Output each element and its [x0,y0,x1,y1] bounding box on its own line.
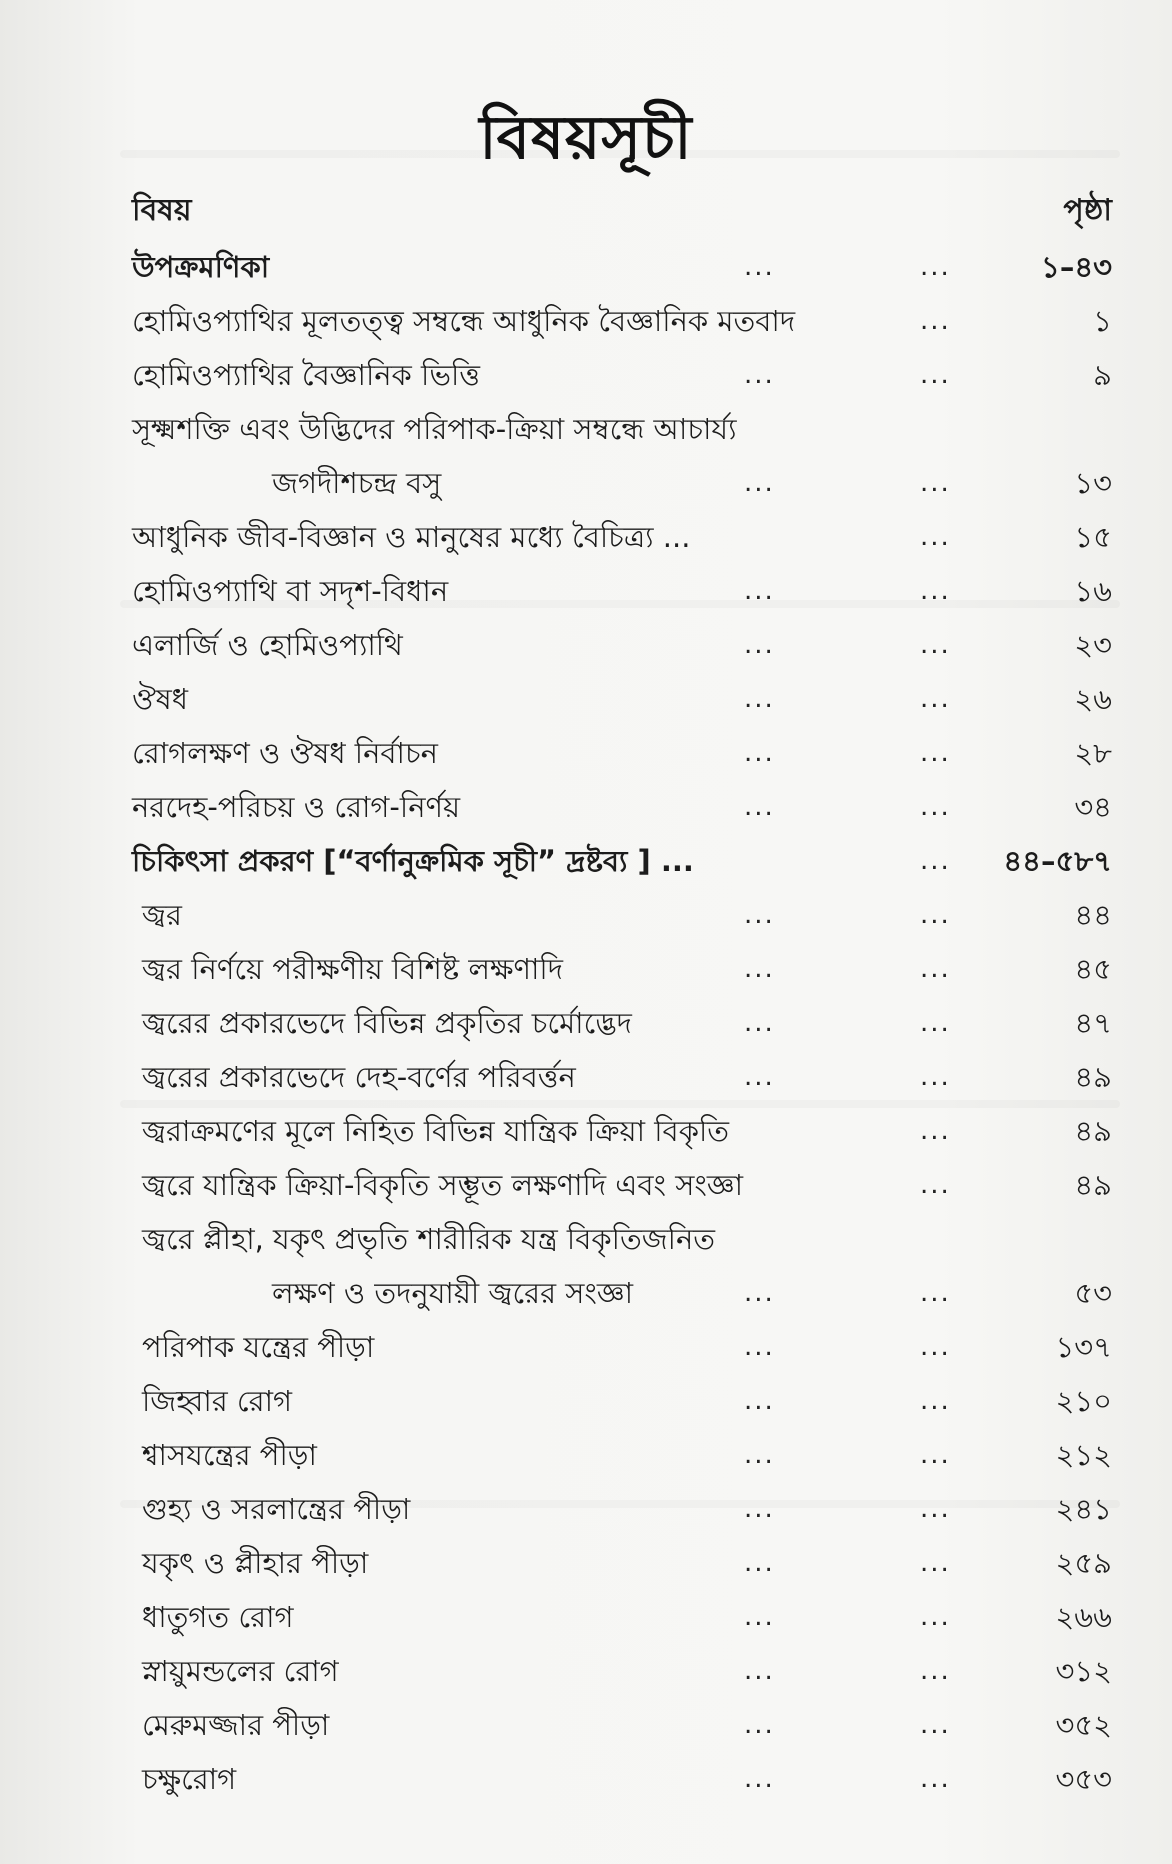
toc-entry-label: আধুনিক জীব-বিজ্ঞান ও মানুষের মধ্যে বৈচিত্র্য ... [132,520,691,554]
toc-entry-page: ৩১২ [1055,1654,1112,1688]
toc-entry-label: হোমিওপ্যাথি বা সদৃশ-বিধান [132,574,449,608]
leader-dots: ... [920,522,951,552]
leader-dots: ... [744,1710,775,1740]
leader-dots: ... [920,360,951,390]
toc-entry [132,942,1112,996]
leader-dots: ... [744,1548,775,1578]
toc-entry-page: ৩৪ [1074,790,1112,824]
leader-dots: ... [920,954,951,984]
toc-entry-page: ১৫ [1074,520,1112,554]
leader-dots: ... [920,1008,951,1038]
leader-dots: ... [920,1170,951,1200]
toc-entry-page: ৩৫৩ [1055,1762,1112,1796]
toc-entry-label: লক্ষণ ও তদনুযায়ী জ্বরের সংজ্ঞা [272,1276,634,1310]
toc-entry-page: ২১০ [1055,1384,1112,1418]
page-title: বিষয়সূচী [479,103,693,173]
leader-dots: ... [744,360,775,390]
toc-entry [132,888,1112,942]
leader-dots: ... [920,1602,951,1632]
leader-dots: ... [920,846,951,876]
leader-dots: ... [744,954,775,984]
leader-dots: ... [744,684,775,714]
leader-dots: ... [744,1656,775,1686]
leader-dots: ... [920,684,951,714]
leader-dots: ... [920,1386,951,1416]
toc-entry-page: ৩৫২ [1055,1708,1112,1742]
toc-entry-label: জগদীশচন্দ্র বসু [272,466,442,500]
toc-entry-label: সূক্ষ্মশক্তি এবং উদ্ভিদের পরিপাক-ক্রিয়া সম্বন্ধে আচার্য্য [132,412,737,446]
toc-entry [132,456,1112,510]
leader-dots: ... [744,1764,775,1794]
leader-dots: ... [920,738,951,768]
toc-entry [132,348,1112,402]
toc-entry [132,1320,1112,1374]
toc-entry [132,1482,1112,1536]
toc-entry-page: ২৫৯ [1055,1546,1112,1580]
leader-dots: ... [920,1278,951,1308]
leader-dots: ... [920,792,951,822]
toc-entry-page: ৪৫ [1074,952,1112,986]
leader-dots: ... [920,1062,951,1092]
toc-header-subject: বিষয় [132,193,192,228]
toc-entry-page: ১ [1093,304,1112,338]
leader-dots: ... [744,576,775,606]
toc-entry-label: জ্বরে প্লীহা, যকৃৎ প্রভৃতি শারীরিক যন্ত্র বিকৃতিজনিত [142,1222,716,1256]
toc-entry [132,618,1112,672]
toc-entry-page: ১৩ [1074,466,1112,500]
toc-entry-label: স্নায়ুমন্ডলের রোগ [142,1654,339,1688]
leader-dots: ... [920,1116,951,1146]
toc-entry-label: ধাতুগত রোগ [142,1600,294,1634]
toc-entry-label: শ্বাসযন্ত্রের পীড়া [142,1438,317,1472]
toc-entry-page: ৪৪–৫৮৭ [1003,844,1112,878]
toc-entry [132,564,1112,618]
toc-entry [132,726,1112,780]
leader-dots: ... [744,252,775,282]
leader-dots: ... [744,1440,775,1470]
toc-entry-label: রোগলক্ষণ ও ঔষধ নির্বাচন [132,736,438,770]
toc-entry [132,1644,1112,1698]
leader-dots: ... [744,468,775,498]
toc-entry [132,1266,1112,1320]
toc-entry-page: ৪৯ [1074,1168,1112,1202]
toc-entry-page: ২৩ [1074,628,1112,662]
toc-entry-label: জ্বর [142,898,183,932]
toc-entry [132,402,1112,456]
toc-entry-label: জ্বরে যান্ত্রিক ক্রিয়া-বিকৃতি সম্ভূত লক্ষণাদি এবং সংজ্ঞা [142,1168,744,1202]
toc-entry-label: পরিপাক যন্ত্রের পীড়া [142,1330,375,1364]
toc-entry-page: ১৩৭ [1055,1330,1112,1364]
leader-dots: ... [744,1602,775,1632]
leader-dots: ... [920,1764,951,1794]
leader-dots: ... [920,1494,951,1524]
leader-dots: ... [744,1494,775,1524]
toc-entry [132,294,1112,348]
leader-dots: ... [920,1548,951,1578]
toc-entry [132,240,1112,294]
leader-dots: ... [920,1710,951,1740]
toc-entry-label: জ্বরের প্রকারভেদে দেহ-বর্ণের পরিবর্ত্তন [142,1060,576,1094]
toc-entry-page: ২৪১ [1055,1492,1112,1526]
table-of-contents [132,240,1112,1806]
leader-dots: ... [744,792,775,822]
toc-entry-page: ১–৪৩ [1041,250,1112,284]
toc-entry [132,1050,1112,1104]
toc-entry-page: ৪৭ [1074,1006,1112,1040]
toc-entry-label: জ্বর নির্ণয়ে পরীক্ষণীয় বিশিষ্ট লক্ষণাদি [142,952,563,986]
toc-entry-page: ২৬ [1074,682,1112,716]
toc-entry [132,1158,1112,1212]
leader-dots: ... [744,1278,775,1308]
toc-entry-label: হোমিওপ্যাথির বৈজ্ঞানিক ভিত্তি [132,358,480,392]
toc-entry [132,780,1112,834]
toc-entry-page: ৪৯ [1074,1114,1112,1148]
toc-entry-label: চক্ষুরোগ [142,1762,237,1796]
toc-entry [132,996,1112,1050]
toc-entry [132,1374,1112,1428]
toc-entry [132,1428,1112,1482]
toc-entry [132,834,1112,888]
leader-dots: ... [920,306,951,336]
leader-dots: ... [744,1386,775,1416]
toc-entry [132,672,1112,726]
leader-dots: ... [744,1332,775,1362]
toc-entry-page: ৪৪ [1074,898,1112,932]
leader-dots: ... [920,630,951,660]
toc-entry [132,1104,1112,1158]
toc-entry [132,1590,1112,1644]
toc-entry-label: গুহ্য ও সরলান্ত্রের পীড়া [142,1492,411,1526]
toc-entry-label: উপক্রমণিকা [132,250,270,284]
toc-entry-label: চিকিৎসা প্রকরণ [“বর্ণানুক্রমিক সূচী” দ্রষ্টব্য ] ... [132,844,694,878]
toc-entry-page: ৪৯ [1074,1060,1112,1094]
leader-dots: ... [920,1332,951,1362]
toc-header-page: পৃষ্ঠা [1063,193,1112,228]
toc-entry [132,510,1112,564]
toc-entry-page: ২৮ [1074,736,1112,770]
toc-entry [132,1536,1112,1590]
toc-entry-page: ২৬৬ [1055,1600,1112,1634]
toc-entry-label: মেরুমজ্জার পীড়া [142,1708,330,1742]
toc-entry [132,1212,1112,1266]
toc-entry [132,1698,1112,1752]
leader-dots: ... [920,1440,951,1470]
toc-entry-label: ঔষধ [132,682,189,716]
leader-dots: ... [920,576,951,606]
toc-entry-label: জিহ্বার রোগ [142,1384,293,1418]
leader-dots: ... [744,630,775,660]
leader-dots: ... [920,1656,951,1686]
toc-entry-page: ৫৩ [1074,1276,1112,1310]
toc-entry-label: এলার্জি ও হোমিওপ্যাথি [132,628,403,662]
leader-dots: ... [744,1008,775,1038]
toc-entry-page: ২১২ [1055,1438,1112,1472]
leader-dots: ... [744,738,775,768]
toc-entry-label: হোমিওপ্যাথির মূলতত্ত্ব সম্বন্ধে আধুনিক বৈজ্ঞানিক মতবাদ [132,304,796,338]
toc-entry-label: নরদেহ-পরিচয় ও রোগ-নির্ণয় [132,790,461,824]
toc-header [132,186,1112,230]
toc-entry-page: ১৬ [1074,574,1112,608]
toc-entry-label: জ্বরের প্রকারভেদে বিভিন্ন প্রকৃতির চর্মোদ্ভেদ [142,1006,632,1040]
leader-dots: ... [920,900,951,930]
toc-entry [132,1752,1112,1806]
leader-dots: ... [744,900,775,930]
leader-dots: ... [920,468,951,498]
toc-entry-label: জ্বরাক্রমণের মূলে নিহিত বিভিন্ন যান্ত্রিক ক্রিয়া বিকৃতি [142,1114,730,1148]
toc-entry-label: যকৃৎ ও প্লীহার পীড়া [142,1546,369,1580]
leader-dots: ... [920,252,951,282]
toc-entry-page: ৯ [1093,358,1112,392]
leader-dots: ... [744,1062,775,1092]
